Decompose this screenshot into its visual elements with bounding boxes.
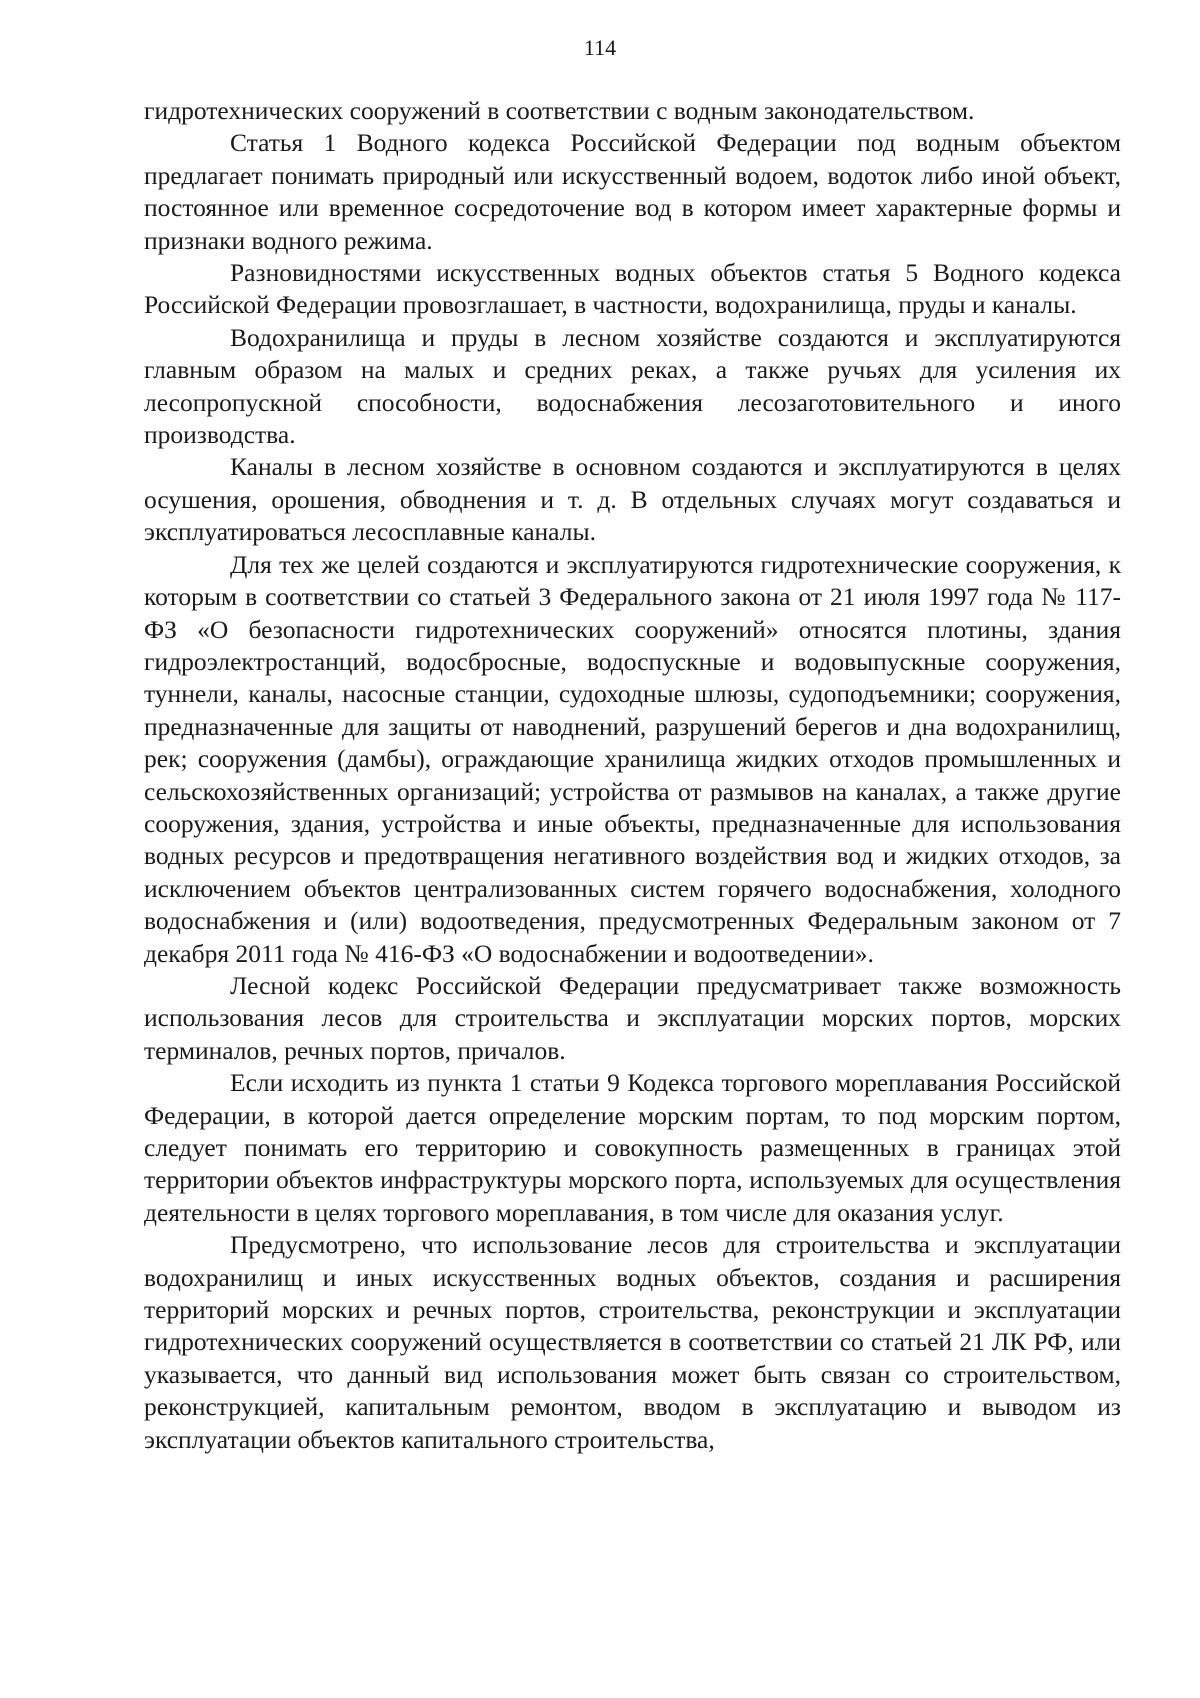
paragraph-artificial-water-objects: Разновидностями искусственных водных объектов статья 5 Водного кодекса Российской Федерации провозглашает, в частности, водохранилища, пруды и каналы. xyxy=(144,258,1121,320)
paragraph-channels: Каналы в лесном хозяйстве в основном создаются и эксплуатируются в целях осушения, орошения, обводнения и т. д. В отдельных случаях могут создаваться и эксплуатироваться лесосплавные каналы. xyxy=(144,452,1121,547)
document-body xyxy=(144,95,1121,1456)
page-number: 114 xyxy=(583,35,617,60)
paragraph-forest-use-provision: Предусмотрено, что использование лесов для строительства и эксплуатации водохранилищ и иных искусственных водных объектов, создания и расширения территорий морских и речных портов, строительства, реконструкции и эксплуатации гидротехнических сооружений осуществляется в соответствии со статьей 21 ЛК РФ, или указывается, что данный вид использования может быть связан со строительством, реконструкцией, капитальным ремонтом, вводом в эксплуатацию и выводом из эксплуатации объектов капитального строительства, xyxy=(144,1230,1121,1454)
paragraph-forest-code-ports: Лесной кодекс Российской Федерации предусматривает также возможность использования лесов для строительства и эксплуатации морских портов, морских терминалов, речных портов, причалов. xyxy=(144,970,1121,1065)
paragraph-reservoirs-ponds: Водохранилища и пруды в лесном хозяйстве создаются и эксплуатируются главным образом на малых и средних реках, а также ручьях для усиления их лесопропускной способности, водоснабжения лесозаготовительного и иного производства. xyxy=(144,322,1121,450)
paragraph-water-object-definition: Статья 1 Водного кодекса Российской Федерации под водным объектом предлагает понимать природный или искусственный водоем, водоток либо иной объект, постоянное или временное сосредоточение вод в котором имеет характерные формы и признаки водного режима. xyxy=(144,128,1121,255)
paragraph-hydraulic-structures: Для тех же целей создаются и эксплуатируются гидротехнические сооружения, к которым в соответствии со статьей 3 Федерального закона от 21 июля 1997 года № 117-ФЗ «О безопасности гидротехнических сооружений» относятся плотины, здания гидроэлектростанций, водосбросные, водоспускные и водовыпускные сооружения, туннели, каналы, насосные станции, судоходные шлюзы, судоподъемники; сооружения, предназначенные для защиты от наводнений, разрушений берегов и дна водохранилищ, рек; сооружения (дамбы), ограждающие хранилища жидких отходов промышленных и сельскохозяйственных организаций; устройства от размывов на каналах, а также другие сооружения, здания, устройства и иные объекты, предназначенные для использования водных ресурсов и предотвращения негативного воздействия вод и жидких отходов, за исключением объектов централизованных систем горячего водоснабжения, холодного водоснабжения и (или) водоотведения, предусмотренных Федеральным законом от 7 декабря 2011 года № 416-ФЗ «О водоснабжении и водоотведении». xyxy=(144,549,1121,968)
paragraph-continuation: гидротехнических сооружений в соответствии с водным законодательством. xyxy=(144,96,975,125)
paragraph-seaport-definition: Если исходить из пункта 1 статьи 9 Кодекса торгового мореплавания Российской Федерации, в которой дается определение морским портам, то под морским портом, следует понимать его территорию и совокупность размещенных в границах этой территории объектов инфраструктуры морского порта, используемых для осуществления деятельности в целях торгового мореплавания, в том числе для оказания услуг. xyxy=(144,1068,1121,1227)
